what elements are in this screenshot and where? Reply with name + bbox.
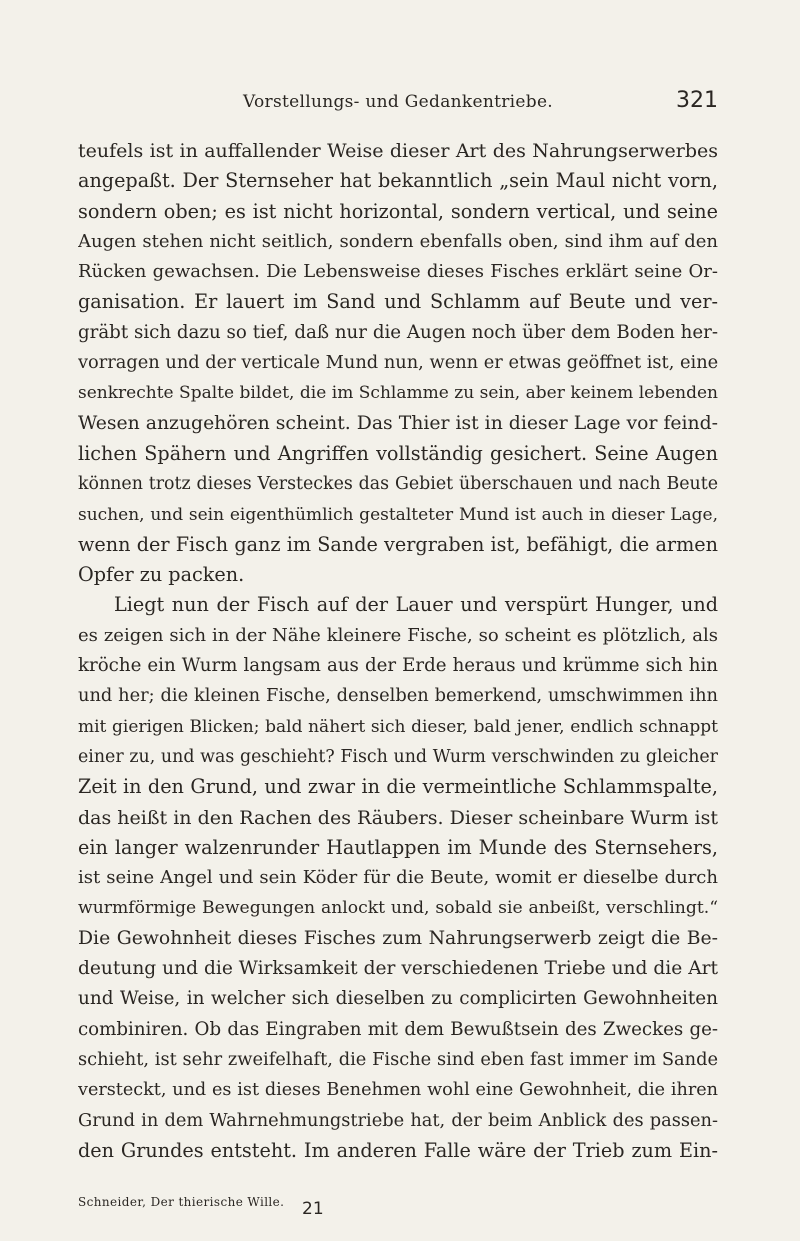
- text-line: vorragen und der verticale Mund nun, wenn er etwas geöffnet ist, eine: [78, 352, 718, 374]
- text-line: Augen stehen nicht seitlich, sondern ebenfalls oben, sind ihm auf den: [78, 230, 718, 252]
- text-line: suchen, und sein eigenthümlich gestalteter Mund ist auch in dieser Lage,: [78, 504, 718, 525]
- text-line: ist seine Angel und sein Köder für die Beute, womit er dieselbe durch: [78, 867, 718, 889]
- printer-signature: Schneider, Der thierische Wille.: [78, 1195, 285, 1209]
- running-title: Vorstellungs- und Gedankentriebe.: [242, 92, 554, 112]
- text-line: teufels ist in auffallender Weise dieser Art des Nahrungserwerbes: [78, 140, 718, 162]
- text-line: einer zu, und was geschieht? Fisch und Wurm verschwinden zu gleicher: [78, 746, 718, 767]
- text-line: kröche ein Wurm langsam aus der Erde heraus und krümme sich hin: [78, 655, 718, 677]
- text-line: combiniren. Ob das Eingraben mit dem Bewußtsein des Zweckes ge-: [78, 1018, 718, 1040]
- text-line: und her; die kleinen Fische, denselben bemerkend, umschwimmen ihn: [78, 685, 718, 707]
- text-line: Grund in dem Wahrnehmungstriebe hat, der beim Anblick des passen-: [78, 1109, 718, 1131]
- text-line: den Grundes entsteht. Im anderen Falle wäre der Trieb zum Ein-: [78, 1138, 718, 1162]
- text-line: lichen Spähern und Angriffen vollständig gesichert. Seine Augen: [78, 441, 718, 465]
- text-line: wenn der Fisch ganz im Sande vergraben ist, befähigt, die armen: [78, 532, 718, 556]
- text-line: senkrechte Spalte bildet, die im Schlamme zu sein, aber keinem lebenden: [78, 383, 718, 404]
- text-line: angepaßt. Der Sternseher hat bekanntlich „sein Maul nicht vorn,: [78, 169, 718, 193]
- text-line: versteckt, und es ist dieses Benehmen wohl eine Gewohnheit, die ihren: [78, 1080, 718, 1101]
- text-line: Wesen anzugehören scheint. Das Thier ist in dieser Lage vor feind-: [78, 412, 718, 434]
- body-text: [78, 136, 718, 1166]
- text-line: es zeigen sich in der Nähe kleinere Fische, so scheint es plötzlich, als: [78, 624, 718, 646]
- page-header: [78, 88, 718, 118]
- text-line: und Weise, in welcher sich dieselben zu complicirten Gewohnheiten: [78, 988, 718, 1010]
- text-line: gräbt sich dazu so tief, daß nur die Augen noch über dem Boden her-: [78, 321, 718, 343]
- text-line: sondern oben; es ist nicht horizontal, sondern vertical, und seine: [78, 199, 718, 223]
- page-number: 321: [676, 88, 718, 113]
- text-line: Zeit in den Grund, und zwar in die vermeintliche Schlammspalte,: [78, 775, 718, 799]
- text-line: wurmförmige Bewegungen anlockt und, sobald sie anbeißt, verschlingt.“: [78, 898, 718, 919]
- text-line: deutung und die Wirksamkeit der verschiedenen Triebe und die Art: [78, 958, 718, 980]
- text-line: können trotz dieses Versteckes das Gebiet überschauen und nach Beute: [78, 474, 718, 495]
- text-line: Opfer zu packen.: [78, 563, 245, 587]
- page-footer: [78, 1195, 718, 1217]
- text-line: schieht, ist sehr zweifelhaft, die Fische sind eben fast immer im Sande: [78, 1048, 718, 1070]
- text-line: mit gierigen Blicken; bald nähert sich dieser, bald jener, endlich schnappt: [78, 716, 718, 737]
- text-line: ganisation. Er lauert im Sand und Schlamm auf Beute und ver-: [78, 290, 718, 314]
- text-line: Liegt nun der Fisch auf der Lauer und verspürt Hunger, und: [114, 593, 718, 617]
- sheet-number: 21: [302, 1199, 324, 1219]
- text-line: Die Gewohnheit dieses Fisches zum Nahrungserwerb zeigt die Be-: [78, 927, 718, 949]
- text-line: das heißt in den Rachen des Räubers. Dieser scheinbare Wurm ist: [78, 806, 718, 829]
- text-line: Rücken gewachsen. Die Lebensweise dieses Fisches erklärt seine Or-: [78, 261, 718, 283]
- text-line: ein langer walzenrunder Hautlappen im Munde des Sternsehers,: [78, 835, 718, 859]
